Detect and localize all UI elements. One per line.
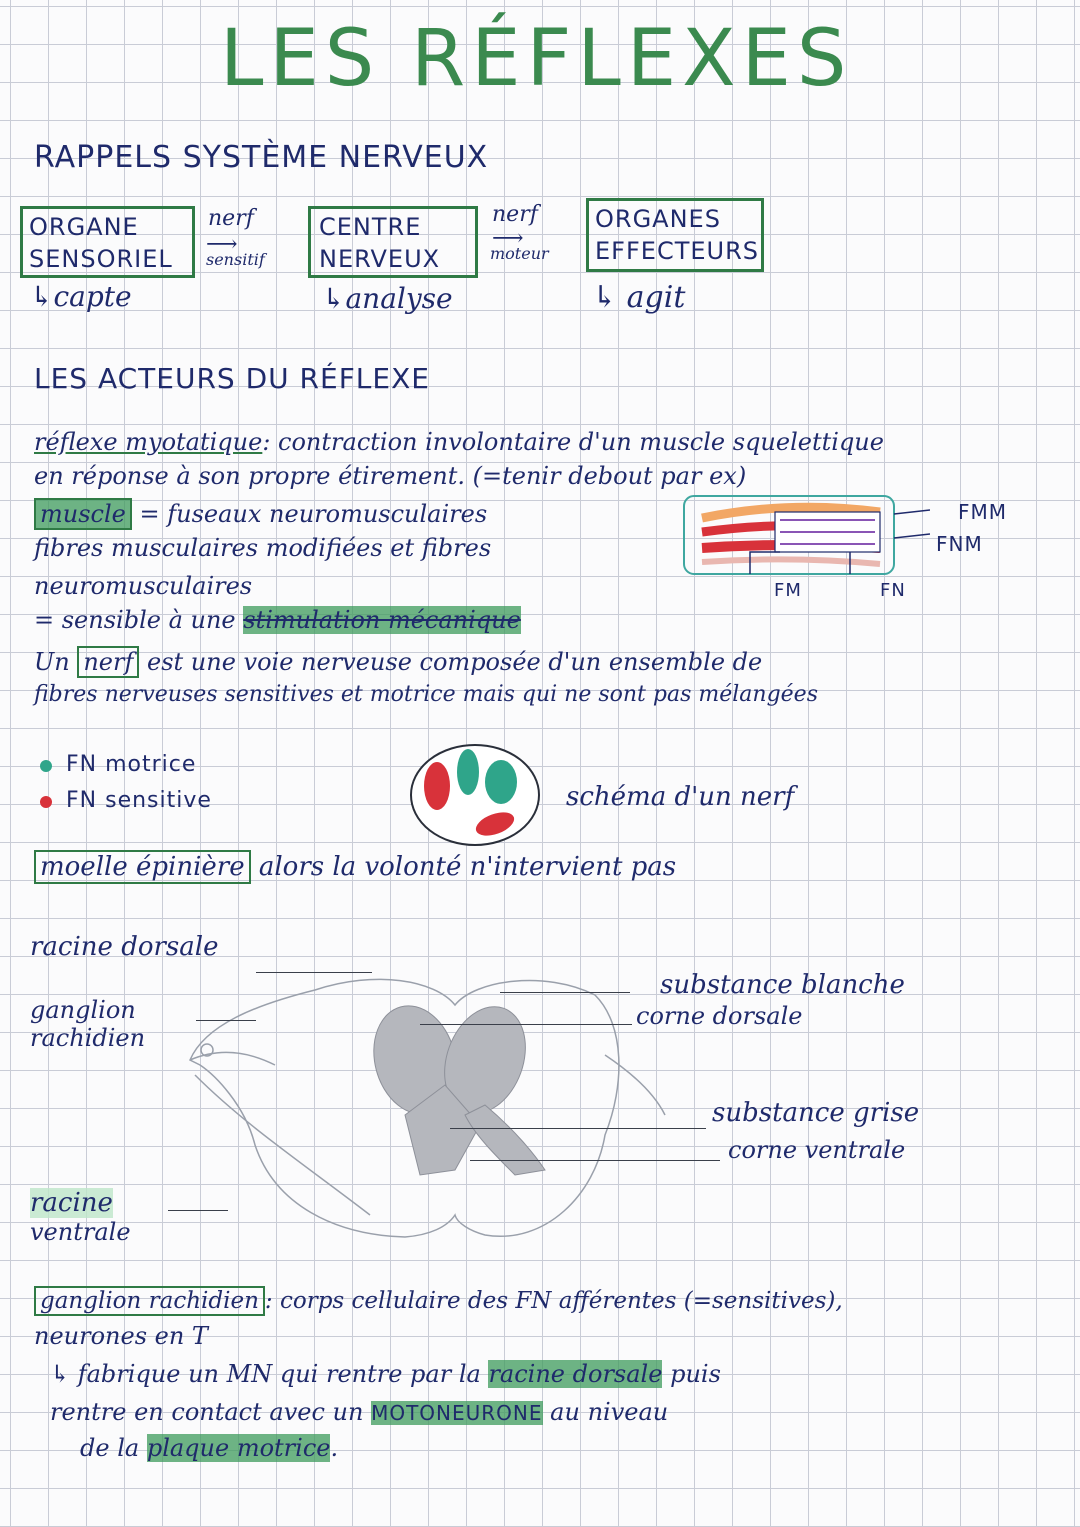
schema-nerf-caption: schéma d'un nerf [566, 782, 795, 812]
arrow2-icon: ⟶ [492, 226, 524, 251]
label-corne-dorsale: corne dorsale [636, 1002, 803, 1030]
label-ganglion-line1: ganglion [30, 996, 136, 1024]
box-organes-effecteurs [586, 198, 764, 272]
ganglion-line3-a: ↳ fabrique un MN qui rentre par la [50, 1360, 481, 1388]
leader-line [470, 1160, 720, 1161]
label-racine-ventrale-line2: ventrale [30, 1218, 131, 1246]
label-racine-ventrale-line1: racine [30, 1188, 113, 1218]
box1-note: ↳capte [30, 280, 132, 313]
muscle-word: muscle [34, 498, 132, 530]
legend-dot-sensitive [40, 796, 52, 808]
box1-line1: ORGANE [29, 213, 139, 241]
label-corne-ventrale: corne ventrale [728, 1136, 906, 1164]
nerve-cross-section-drawing [405, 740, 545, 850]
box2-line1: CENTRE [319, 213, 422, 241]
myotatique-line4: fibres musculaires modifiées et fibres [34, 534, 492, 562]
leader-line [420, 1024, 632, 1025]
label-fnm: FNM [936, 532, 983, 556]
motoneurone-highlight: MOTONEURONE [371, 1401, 543, 1425]
ganglion-line5-a: de la [80, 1434, 140, 1462]
ganglion-def-text: : corps cellulaire des FN afférentes (=sensitives), [264, 1288, 843, 1314]
label-fn: FN [880, 580, 906, 601]
plaque-motrice-highlight: plaque motrice [146, 1434, 331, 1462]
box-organe-sensoriel [20, 206, 195, 278]
ganglion-line5-b: . [330, 1434, 339, 1462]
sensible-prefix: = sensible à une [34, 606, 236, 634]
box3-note: ↳ agit [592, 280, 686, 315]
legend-dot-motrice [40, 760, 52, 772]
ganglion-def-line2: neurones en T [34, 1322, 208, 1350]
box-centre-nerveux [308, 206, 478, 278]
muscle-spindle-drawing [680, 490, 930, 580]
box1-line2: SENSORIEL [29, 245, 173, 273]
box2-note: ↳analyse [322, 282, 453, 315]
ganglion-def-term: ganglion rachidien [34, 1286, 265, 1316]
moelle-term: moelle épinière [34, 850, 251, 884]
fuseaux-text: = fuseaux neuromusculaires [139, 500, 488, 528]
label-fm: FM [774, 580, 802, 601]
leader-line [450, 1128, 706, 1129]
myotatique-line1 [34, 428, 884, 456]
myotatique-line3 [34, 500, 487, 528]
page-title: LES RÉFLEXES [220, 14, 853, 104]
nerf-line2: fibres nerveuses sensitives et motrice mais qui ne sont pas mélangées [34, 682, 818, 707]
section-heading-rappels: RAPPELS SYSTÈME NERVEUX [34, 140, 489, 175]
myotatique-line5: neuromusculaires [34, 572, 253, 600]
box2-line2: NERVEUX [319, 245, 441, 273]
nerf-line1-a: Un [34, 648, 70, 676]
legend-label-motrice: FN motrice [66, 752, 197, 777]
leader-line [168, 1210, 228, 1211]
ganglion-def-line3 [50, 1360, 721, 1388]
nerf-line1 [34, 648, 762, 676]
arrow1-label-bottom: sensitif [206, 250, 265, 269]
box3-line2: EFFECTEURS [595, 237, 759, 265]
label-substance-grise: substance grise [712, 1098, 920, 1128]
arrow1-icon: ⟶ [206, 232, 238, 257]
arrow2-label-top: nerf [492, 202, 538, 227]
stimulation-highlight: stimulation mécanique [243, 606, 521, 634]
label-substance-blanche: substance blanche [660, 970, 905, 1000]
arrow1-label-top: nerf [208, 206, 254, 231]
nerf-word: nerf [77, 646, 139, 678]
label-fmm: FMM [958, 500, 1008, 524]
label-racine-dorsale: racine dorsale [30, 932, 219, 962]
ganglion-line3-b: puis [670, 1360, 721, 1388]
ganglion-def-line1 [34, 1288, 843, 1314]
myotatique-def: : contraction involontaire d'un muscle squelettique [262, 428, 884, 456]
leader-line [256, 972, 372, 973]
moelle-text: alors la volonté n'intervient pas [258, 852, 677, 882]
label-ganglion-line2: rachidien [30, 1024, 146, 1052]
myotatique-line2: en réponse à son propre étirement. (=tenir debout par ex) [34, 462, 747, 490]
racine-dorsale-highlight: racine dorsale [488, 1360, 663, 1388]
ganglion-line4-b: au niveau [550, 1398, 669, 1426]
leader-line [196, 1020, 256, 1021]
moelle-line [34, 852, 676, 882]
ganglion-def-line5 [80, 1434, 338, 1462]
myotatique-line6 [34, 606, 521, 634]
section-heading-acteurs: LES ACTEURS DU RÉFLEXE [34, 362, 430, 395]
box3-line1: ORGANES [595, 205, 721, 233]
ganglion-line4-a: rentre en contact avec un [50, 1398, 364, 1426]
arrow2-label-bottom: moteur [490, 244, 549, 263]
nerf-line1-b: est une voie nerveuse composée d'un ensemble de [146, 648, 763, 676]
ganglion-def-line4 [50, 1398, 668, 1426]
legend-label-sensitive: FN sensitive [66, 788, 212, 813]
leader-line [500, 992, 630, 993]
myotatique-term: réflexe myotatique [34, 428, 263, 456]
